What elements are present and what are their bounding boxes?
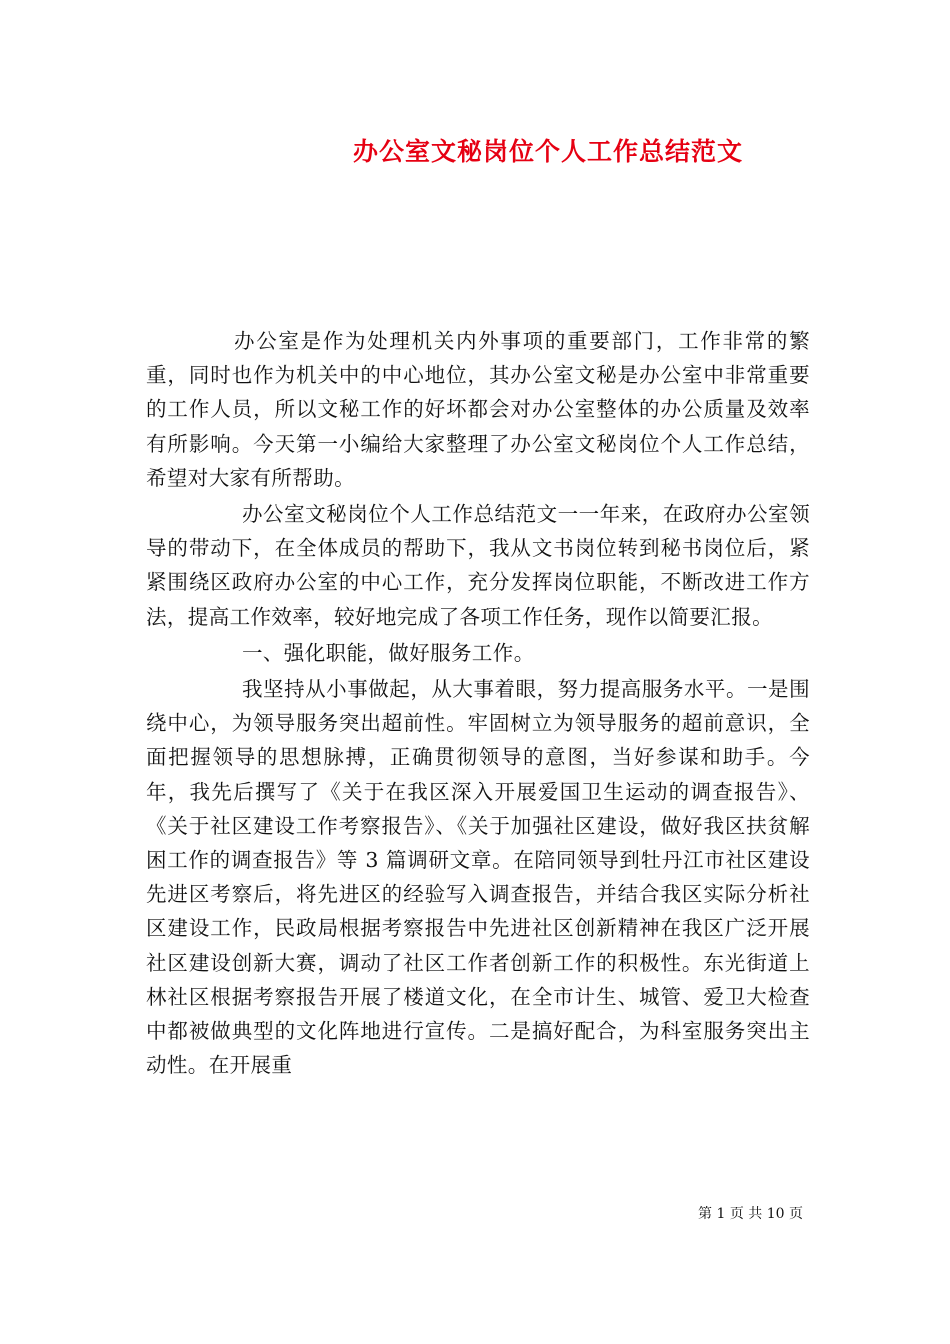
document-title: 办公室文秘岗位个人工作总结范文 [352,137,743,166]
paragraph-intro: 办公室是作为处理机关内外事项的重要部门，工作非常的繁重，同时也作为机关中的中心地位，其办公室文秘是办公室中非常重要的工作人员，所以文秘工作的好坏都会对办公室整体的办公质量及效率有所影响。今天第一小编给大家整理了办公室文秘岗位个人工作总结，希望对大家有所帮助。 [146,329,810,490]
document-body [146,324,810,1082]
paragraph-section-heading: 一、强化职能，做好服务工作。 [242,640,535,665]
paragraph-summary-opening: 办公室文秘岗位个人工作总结范文一一年来，在政府办公室领导的带动下，在全体成员的帮助下，我从文书岗位转到秘书岗位后，紧紧围绕区政府办公室的中心工作，充分发挥岗位职能，不断改进工作方法，提高工作效率，较好地完成了各项工作任务，现作以简要汇报。 [146,502,810,629]
page-number: 第 1 页 共 10 页 [698,1206,803,1222]
paragraph-service-work: 我坚持从小事做起，从大事着眼，努力提高服务水平。一是围绕中心，为领导服务突出超前性。牢固树立为领导服务的超前意识，全面把握领导的思想脉搏，正确贯彻领导的意图，当好参谋和助手。今年，我先后撰写了《关于在我区深入开展爱国卫生运动的调查报告》、《关于社区建设工作考察报告》、《关于加强社区建设，做好我区扶贫解困工作的调查报告》等 3 篇调研文章。在陪同领导到牡丹江市社区建设先进区考察后，将先进区的经验写入调查报告，并结合我区实际分析社区建设工作，民政局根据考察报告中先进社区创新精神在我区广泛开展社区建设创新大赛，调动了社区工作者创新工作的积极性。东光街道上林社区根据考察报告开展了楼道文化，在全市计生、城管、爱卫大检查中都被做典型的文化阵地进行宣传。二是搞好配合，为科室服务突出主动性。在开展重 [146,677,810,1078]
